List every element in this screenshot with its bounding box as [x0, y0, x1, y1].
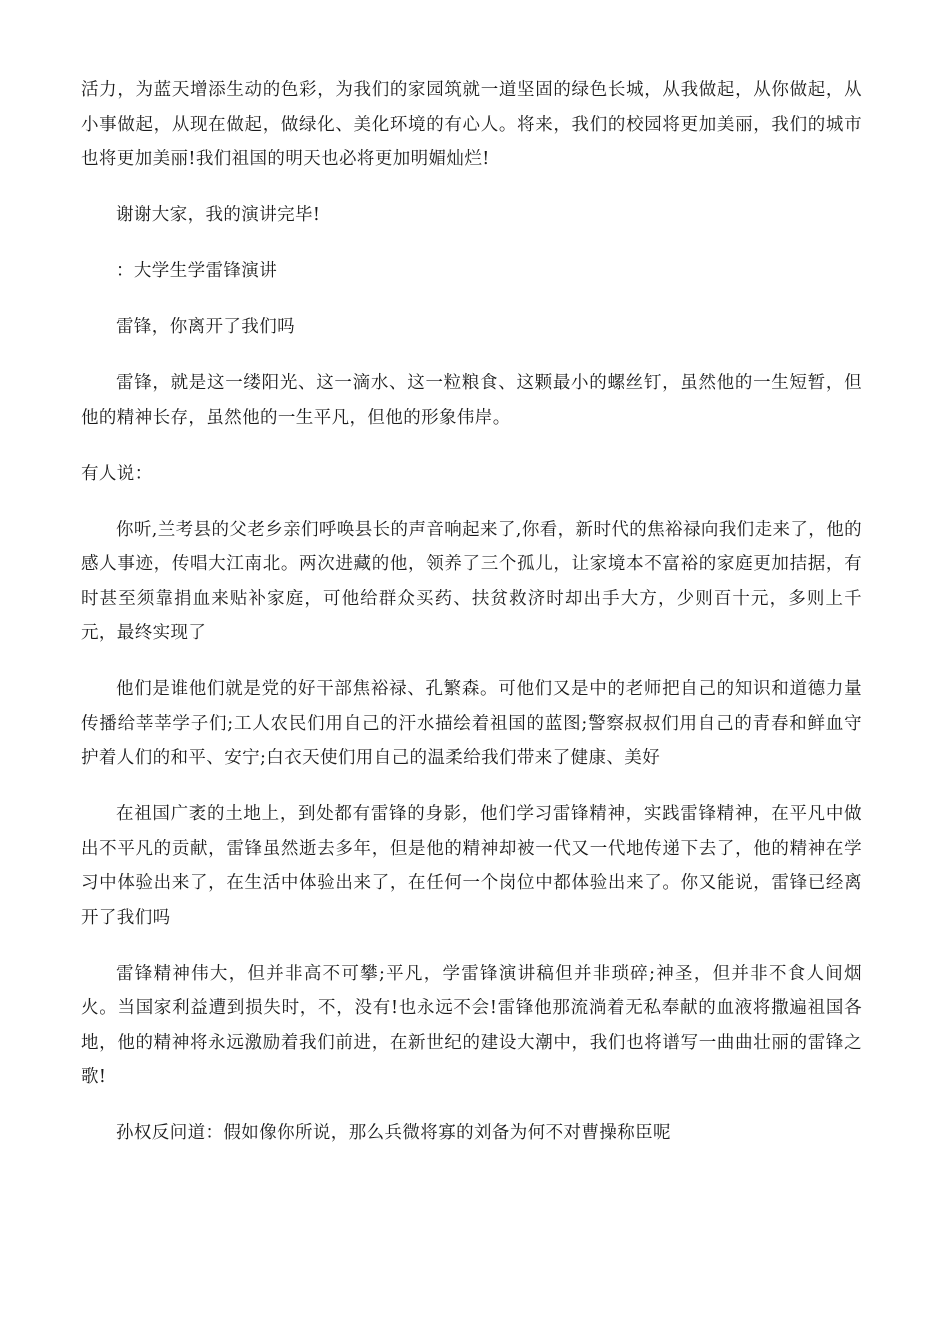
paragraph-6: 有人说： — [81, 463, 153, 484]
paragraph-11: 孙权反问道：假如像你所说，那么兵微将寡的刘备为何不对曹操称臣呢 — [116, 1123, 671, 1143]
paragraph-1: 活力，为蓝天增添生动的色彩，为我们的家园筑就一道坚固的绿色长城，从我做起，从你做起，从小事做起，从现在做起，做绿化、美化环境的有心人。将来，我们的校园将更加美丽，我们的城市也将更加美丽!我们祖国的明天也必将更加明媚灿烂! — [81, 80, 862, 169]
paragraph-10: 雷锋精神伟大，但并非高不可攀;平凡，学雷锋演讲稿但并非琐碎;神圣，但并非不食人间烟火。当国家利益遭到损失时，不，没有!也永远不会!雷锋他那流淌着无私奉献的血液将撒遍祖国各地，他的精神将永远激励着我们前进，在新世纪的建设大潮中，我们也将谱写一曲曲壮丽的雷锋之歌! — [81, 963, 862, 1087]
speech-title: 雷锋，你离开了我们吗 — [116, 317, 295, 337]
paragraph-7: 你听,兰考县的父老乡亲们呼唤县长的声音响起来了,你看，新时代的焦裕禄向我们走来了，他的感人事迹，传唱大江南北。两次进藏的他，领养了三个孤儿，让家境本不富裕的家庭更加拮据，有时甚至须靠捐血来贴补家庭，可他给群众买药、扶贫救济时却出手大方，少则百十元，多则上千元，最终实现了 — [81, 519, 862, 643]
paragraph-8: 他们是谁他们就是党的好干部焦裕禄、孔繁森。可他们又是中的老师把自己的知识和道德力量传播给莘莘学子们;工人农民们用自己的汗水描绘着祖国的蓝图;警察叔叔们用自己的青春和鲜血守护着人们的和平、安宁;白衣天使们用自己的温柔给我们带来了健康、美好 — [81, 679, 862, 768]
paragraph-9: 在祖国广袤的土地上，到处都有雷锋的身影，他们学习雷锋精神，实践雷锋精神，在平凡中做出不平凡的贡献，雷锋虽然逝去多年，但是他的精神却被一代又一代地传递下去了，他的精神在学习中体验出来了，在生活中体验出来了，在任何一个岗位中都体验出来了。你又能说，雷锋已经离开了我们吗 — [81, 804, 862, 928]
paragraph-5: 雷锋，就是这一缕阳光、这一滴水、这一粒粮食、这颗最小的螺丝钉，虽然他的一生短暂，但他的精神长存，虽然他的一生平凡，但他的形象伟岸。 — [81, 373, 862, 428]
paragraph-2: 谢谢大家，我的演讲完毕! — [116, 205, 321, 225]
section-title: ：大学生学雷锋演讲 — [116, 261, 278, 281]
